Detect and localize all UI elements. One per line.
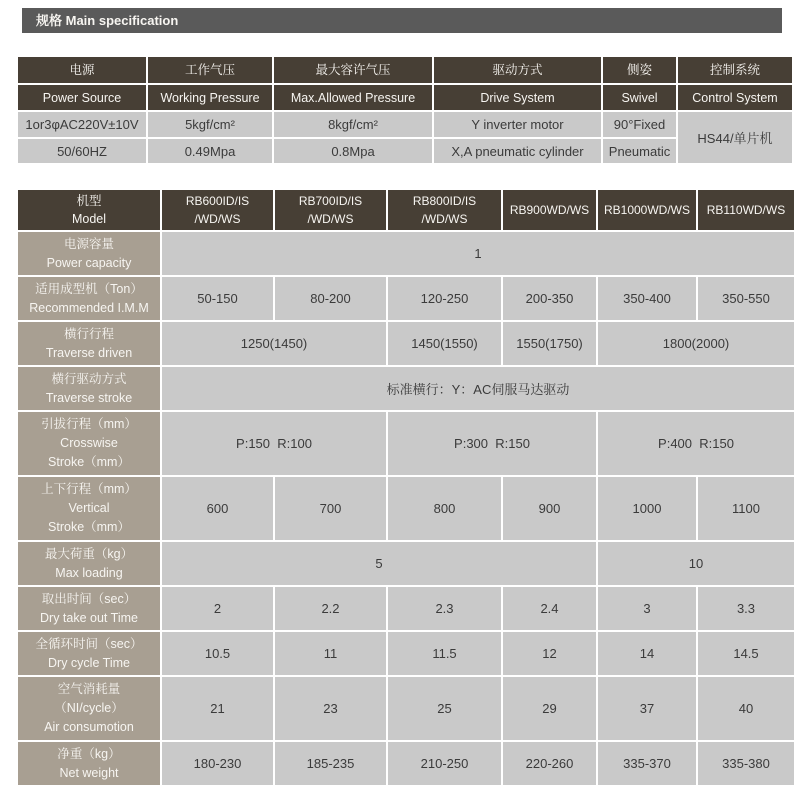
spec-value-cell bbox=[678, 112, 792, 163]
row-label-cell-text: 取出时间（sec） bbox=[41, 591, 137, 606]
spec-col-header-en bbox=[678, 85, 792, 110]
model-header-cell-text: RB110WD/WS bbox=[706, 203, 786, 217]
model-value-cell bbox=[503, 677, 596, 740]
spec-col-header-zh-text: 工作气压 bbox=[184, 63, 235, 77]
row-label-cell bbox=[18, 632, 160, 675]
spec-value-cell-text: HS44/单片机 bbox=[697, 131, 773, 146]
model-value-cell-text: 2.4 bbox=[540, 601, 559, 616]
model-value-cell bbox=[388, 322, 501, 365]
model-value-cell-text: 120-250 bbox=[420, 291, 469, 306]
model-value-cell-text: 335-380 bbox=[722, 756, 770, 771]
spec-value-cell bbox=[148, 112, 272, 137]
model-header-cell-text: RB600ID/IS bbox=[185, 194, 250, 208]
model-header-cell-text: RB800ID/IS bbox=[412, 194, 477, 208]
model-table-row bbox=[18, 232, 794, 275]
model-value-cell-text: 2.2 bbox=[321, 601, 340, 616]
row-label-cell-text: Dry take out Time bbox=[40, 610, 138, 625]
model-corner-cell-text: Model bbox=[71, 212, 107, 226]
model-value-cell-text: 185-235 bbox=[306, 756, 355, 771]
row-label-cell-text: Air consumotion bbox=[44, 720, 134, 734]
model-value-cell-text: 1250(1450) bbox=[240, 336, 308, 351]
spec-col-header-zh-text: 电源 bbox=[69, 63, 95, 77]
model-value-cell-text: 23 bbox=[323, 701, 338, 716]
spec-value-cell-text: 0.49Mpa bbox=[184, 143, 236, 159]
model-value-cell-text: 1450(1550) bbox=[411, 336, 478, 351]
row-label-cell bbox=[18, 542, 160, 585]
row-label-cell bbox=[18, 742, 160, 785]
model-table-row bbox=[18, 367, 794, 410]
model-value-cell bbox=[388, 632, 501, 675]
model-value-cell-text: 700 bbox=[319, 501, 342, 516]
model-value-cell bbox=[162, 632, 273, 675]
model-header-cell-text: RB1000WD/WS bbox=[603, 203, 691, 217]
row-label-cell-text: Traverse driven bbox=[45, 345, 133, 360]
row-label-cell-text: Net weight bbox=[59, 765, 119, 780]
spec-col-header-zh bbox=[148, 57, 272, 83]
model-value-cell bbox=[275, 477, 386, 540]
model-value-cell-text: 50-150 bbox=[197, 291, 238, 306]
spec-value-cell-text: 5kgf/cm² bbox=[185, 117, 235, 132]
model-value-cell bbox=[275, 587, 386, 630]
spec-col-header-en-text: Control System bbox=[692, 90, 778, 105]
row-label-cell-text: 最大荷重（kg） bbox=[44, 546, 134, 561]
model-value-cell bbox=[698, 277, 794, 320]
model-table-row bbox=[18, 412, 794, 475]
row-label-cell bbox=[18, 587, 160, 630]
row-label-cell-text: （NI/cycle） bbox=[54, 701, 124, 715]
model-value-cell bbox=[388, 277, 501, 320]
model-value-cell bbox=[598, 632, 696, 675]
spec-col-header-en-text: Max.Allowed Pressure bbox=[290, 90, 416, 105]
row-label-cell bbox=[18, 412, 160, 475]
model-value-cell bbox=[162, 677, 273, 740]
model-value-cell bbox=[503, 477, 596, 540]
model-value-cell-text: 5 bbox=[375, 556, 383, 571]
model-value-cell-text: 80-200 bbox=[310, 291, 351, 306]
model-table-row bbox=[18, 742, 794, 785]
spec-value-cell bbox=[274, 139, 432, 163]
model-value-cell-text: 2 bbox=[213, 601, 222, 616]
model-value-cell bbox=[388, 412, 596, 475]
model-table-row bbox=[18, 277, 794, 320]
model-value-cell bbox=[162, 232, 794, 275]
row-label-cell-text: Crosswise bbox=[60, 436, 118, 450]
model-value-cell-text: 200-350 bbox=[525, 291, 574, 306]
model-header-cell bbox=[598, 190, 696, 230]
spec-col-header-zh bbox=[603, 57, 676, 83]
model-value-cell bbox=[698, 742, 794, 785]
spec-col-header-zh bbox=[678, 57, 792, 83]
row-label-cell-text: 电源容量 bbox=[63, 236, 114, 251]
spec-col-header-en bbox=[148, 85, 272, 110]
spec-value-cell bbox=[434, 112, 601, 137]
model-value-cell-text: 14 bbox=[639, 646, 655, 661]
model-spec-table bbox=[16, 188, 796, 787]
spec-col-header-zh-text: 侧姿 bbox=[626, 63, 652, 77]
model-value-cell bbox=[162, 587, 273, 630]
model-header-cell-text: /WD/WS bbox=[307, 212, 354, 226]
spec-col-header-en-text: Power Source bbox=[42, 90, 122, 105]
model-value-cell-text: 14.5 bbox=[733, 646, 759, 661]
model-header-cell bbox=[275, 190, 386, 230]
model-value-cell bbox=[388, 587, 501, 630]
model-value-cell-text: 25 bbox=[437, 701, 452, 716]
model-value-cell-text: P:400 R:150 bbox=[658, 436, 734, 451]
model-value-cell-text: 11.5 bbox=[432, 646, 457, 661]
model-value-cell-text: 1000 bbox=[632, 501, 662, 516]
model-header-cell-text: RB700ID/IS bbox=[298, 194, 363, 208]
model-value-cell-text: 335-370 bbox=[623, 756, 671, 771]
model-value-cell-text: 11 bbox=[323, 646, 338, 661]
model-value-cell bbox=[598, 742, 696, 785]
model-value-cell bbox=[162, 542, 596, 585]
spec-value-cell-text: X,A pneumatic cylinder bbox=[451, 143, 584, 159]
row-label-cell-text: Stroke（mm） bbox=[48, 455, 130, 469]
spec-value-cell bbox=[603, 139, 676, 163]
row-label-cell-text: 上下行程（mm） bbox=[41, 482, 137, 496]
spec-value-cell bbox=[148, 139, 272, 163]
model-value-cell bbox=[503, 277, 596, 320]
spec-col-header-zh bbox=[274, 57, 432, 83]
model-value-cell-text: 180-230 bbox=[193, 756, 242, 771]
spec-value-cell-text: 90°Fixed bbox=[613, 117, 666, 132]
spec-value-cell-text: Y inverter motor bbox=[471, 117, 564, 132]
spec-col-header-en-text: Swivel bbox=[621, 90, 658, 105]
row-label-cell-text: 横行驱动方式 bbox=[51, 371, 127, 386]
model-value-cell-text: 900 bbox=[538, 501, 561, 516]
row-label-cell-text: 横行行程 bbox=[63, 326, 114, 341]
model-value-cell bbox=[598, 587, 696, 630]
spec-col-header-zh-text: 控制系统 bbox=[709, 63, 760, 77]
spec-col-header-en-text: Drive System bbox=[480, 90, 555, 105]
spec-col-header-zh bbox=[18, 57, 146, 83]
model-header-cell-text: /WD/WS bbox=[194, 212, 241, 226]
spec-value-cell bbox=[434, 139, 601, 163]
spec-value-cell-text: 8kgf/cm² bbox=[328, 117, 378, 132]
spec-value-cell bbox=[274, 112, 432, 137]
model-value-cell bbox=[598, 412, 794, 475]
model-value-cell bbox=[388, 742, 501, 785]
model-value-cell-text: 40 bbox=[738, 701, 754, 716]
model-value-cell bbox=[698, 677, 794, 740]
model-value-cell bbox=[598, 677, 696, 740]
model-value-cell bbox=[698, 587, 794, 630]
model-value-cell bbox=[162, 322, 386, 365]
model-value-cell-text: 1550(1750) bbox=[516, 336, 583, 351]
spec-value-cell bbox=[18, 139, 146, 163]
row-label-cell bbox=[18, 677, 160, 740]
model-corner-cell-text: 机型 bbox=[76, 194, 102, 208]
model-value-cell-text: 21 bbox=[210, 701, 225, 716]
row-label-cell-text: Dry cycle Time bbox=[48, 655, 130, 670]
model-value-cell bbox=[503, 587, 596, 630]
model-value-cell-text: 800 bbox=[433, 501, 456, 516]
model-value-cell bbox=[162, 412, 386, 475]
model-header-cell bbox=[388, 190, 501, 230]
model-value-cell bbox=[598, 277, 696, 320]
model-value-cell bbox=[275, 632, 386, 675]
model-value-cell-text: 2.3 bbox=[435, 601, 454, 616]
model-value-cell bbox=[275, 277, 386, 320]
row-label-cell-text: 适用成型机（Ton） bbox=[35, 281, 143, 296]
model-value-cell bbox=[275, 742, 386, 785]
model-value-cell-text: 标准横行：Y：AC伺服马达驱动 bbox=[386, 382, 570, 397]
row-label-cell-text: Recommended I.M.M bbox=[29, 300, 149, 315]
main-spec-table bbox=[16, 55, 794, 165]
model-value-cell bbox=[162, 367, 794, 410]
row-label-cell-text: 空气消耗量 bbox=[57, 682, 121, 696]
model-value-cell-text: 210-250 bbox=[420, 756, 469, 771]
model-value-cell-text: 1100 bbox=[732, 501, 760, 516]
model-header-cell bbox=[698, 190, 794, 230]
row-label-cell-text: Stroke（mm） bbox=[48, 520, 130, 534]
model-value-cell-text: 1 bbox=[474, 246, 482, 261]
row-label-cell bbox=[18, 477, 160, 540]
model-value-cell-text: 350-550 bbox=[722, 291, 770, 306]
model-value-cell bbox=[698, 632, 794, 675]
spec-value-cell bbox=[18, 112, 146, 137]
model-value-cell bbox=[388, 477, 501, 540]
model-value-cell-text: 10 bbox=[688, 556, 704, 571]
model-header-cell bbox=[503, 190, 596, 230]
model-value-cell bbox=[162, 742, 273, 785]
model-value-cell bbox=[503, 632, 596, 675]
model-value-cell-text: 350-400 bbox=[623, 291, 671, 306]
model-value-cell bbox=[598, 322, 794, 365]
model-value-cell bbox=[275, 677, 386, 740]
model-value-cell-text: 600 bbox=[206, 501, 229, 516]
spec-col-header-en-text: Working Pressure bbox=[160, 90, 260, 105]
row-label-cell bbox=[18, 232, 160, 275]
model-value-cell-text: 220-260 bbox=[525, 756, 574, 771]
spec-col-header-en bbox=[434, 85, 601, 110]
model-header-cell-text: /WD/WS bbox=[421, 212, 468, 226]
model-value-cell-text: 1800(2000) bbox=[662, 336, 730, 351]
model-value-cell-text: P:300 R:150 bbox=[454, 436, 530, 451]
spec-value-cell bbox=[603, 112, 676, 137]
model-value-cell-text: 29 bbox=[542, 701, 557, 716]
model-value-cell bbox=[598, 542, 794, 585]
row-label-cell bbox=[18, 367, 160, 410]
model-header-cell bbox=[162, 190, 273, 230]
model-value-cell-text: 12 bbox=[542, 646, 557, 661]
model-value-cell-text: 3.3 bbox=[736, 601, 756, 616]
spec-col-header-zh-text: 驱动方式 bbox=[492, 63, 543, 77]
row-label-cell-text: 引拔行程（mm） bbox=[41, 417, 137, 431]
row-label-cell bbox=[18, 322, 160, 365]
model-corner-cell bbox=[18, 190, 160, 230]
spec-col-header-zh-text: 最大容许气压 bbox=[315, 63, 391, 77]
section-title-bar bbox=[22, 8, 782, 33]
row-label-cell-text: 全循环时间（sec） bbox=[35, 636, 143, 651]
spec-value-cell-text: Pneumatic bbox=[608, 143, 671, 159]
model-table-row bbox=[18, 587, 794, 630]
row-label-cell bbox=[18, 277, 160, 320]
model-header-cell-text: RB900WD/WS bbox=[509, 203, 590, 217]
model-value-cell bbox=[503, 322, 596, 365]
spec-col-header-zh bbox=[434, 57, 601, 83]
model-value-cell bbox=[698, 477, 794, 540]
spec-value-cell-text: 1or3φAC220V±10V bbox=[25, 117, 139, 132]
row-label-cell-text: Max loading bbox=[55, 565, 123, 580]
row-label-cell-text: Traverse stroke bbox=[45, 390, 133, 405]
spec-value-cell-text: 0.8Mpa bbox=[331, 143, 375, 159]
model-table-row bbox=[18, 477, 794, 540]
model-value-cell-text: P:150 R:100 bbox=[236, 436, 312, 451]
spec-col-header-en bbox=[274, 85, 432, 110]
model-value-cell bbox=[162, 477, 273, 540]
section-title: 规格 Main specification bbox=[36, 13, 179, 28]
model-value-cell bbox=[503, 742, 596, 785]
model-value-cell-text: 10.5 bbox=[204, 646, 231, 661]
model-value-cell-text: 37 bbox=[639, 701, 655, 716]
model-value-cell bbox=[388, 677, 501, 740]
model-value-cell bbox=[598, 477, 696, 540]
model-table-row bbox=[18, 632, 794, 675]
model-table-row bbox=[18, 542, 794, 585]
model-value-cell bbox=[162, 277, 273, 320]
model-table-row bbox=[18, 677, 794, 740]
row-label-cell-text: 净重（kg） bbox=[57, 746, 121, 761]
row-label-cell-text: Vertical bbox=[68, 501, 110, 515]
spec-value-cell-text: 50/60HZ bbox=[57, 143, 107, 159]
spec-col-header-en bbox=[603, 85, 676, 110]
model-value-cell-text: 3 bbox=[643, 601, 651, 616]
model-table-row bbox=[18, 322, 794, 365]
row-label-cell-text: Power capacity bbox=[46, 255, 132, 270]
spec-col-header-en bbox=[18, 85, 146, 110]
